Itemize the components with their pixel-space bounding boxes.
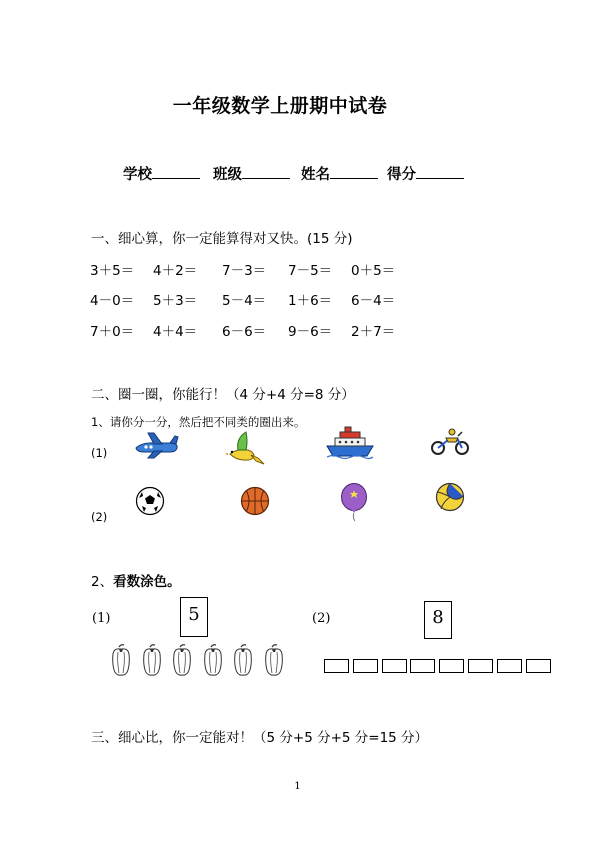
equation: 6－4＝ [351,293,396,309]
equation: 0＋5＝ [351,263,396,279]
pepper-icon[interactable] [110,643,132,677]
basketball-icon[interactable] [240,486,270,516]
equation: 1＋6＝ [288,293,333,309]
score-label: 得分 [387,167,416,183]
q2-text: 看数涂色。 [113,574,181,590]
q1-prompt: 1、请你分一分，然后把不同类的圈出来。 [91,415,306,429]
color-box[interactable] [324,659,349,673]
pepper-icon[interactable] [171,643,193,677]
equation: 4＋4＝ [153,324,198,340]
name-label: 姓名 [301,167,330,183]
equation: 2＋7＝ [351,324,396,340]
equation: 9－6＝ [288,324,333,340]
color-box[interactable] [410,659,435,673]
pepper-icon[interactable] [263,643,285,677]
score-blank[interactable] [416,164,464,179]
color-box[interactable] [497,659,522,673]
color-box[interactable] [468,659,493,673]
equation: 5－4＝ [222,293,267,309]
color-box[interactable] [439,659,464,673]
motorcycle-icon[interactable] [430,426,470,456]
section3-heading: 三、细心比，你一定能对！（5 分+5 分+5 分=15 分） [91,730,429,746]
school-blank[interactable] [152,164,200,179]
ship-icon[interactable] [325,424,375,460]
equation: 7－5＝ [288,263,333,279]
number-box-8: 8 [424,601,452,639]
color-box[interactable] [382,659,407,673]
pepper-icon[interactable] [232,643,254,677]
equation: 5＋3＝ [153,293,198,309]
info-score [387,163,464,184]
q1-row2-label: (2) [91,510,108,524]
info-class [213,163,290,184]
equation: 7－3＝ [222,263,267,279]
soccer-ball-icon[interactable] [135,486,165,516]
color-box[interactable] [353,659,378,673]
equation: 3＋5＝ [90,263,135,279]
page-number: 1 [294,781,301,792]
color-box[interactable] [526,659,551,673]
equation: 4－0＝ [90,293,135,309]
name-blank[interactable] [330,164,378,179]
volleyball-icon[interactable] [435,482,465,512]
page-title: 一年级数学上册期中试卷 [172,95,388,117]
q2-part1-label: (1) [92,611,111,626]
section2-heading: 二、圈一圈，你能行！（4 分+4 分=8 分） [91,387,355,403]
pepper-icon[interactable] [141,643,163,677]
q2-part2-label: (2) [312,611,331,626]
class-label: 班级 [213,167,242,183]
class-blank[interactable] [242,164,290,179]
section1-heading: 一、细心算，你一定能算得对又快。(15 分) [91,231,353,247]
school-label: 学校 [123,167,152,183]
equation: 6－6＝ [222,324,267,340]
pepper-icon[interactable] [202,643,224,677]
bird-icon[interactable] [224,430,268,466]
number-box-5: 5 [180,597,208,637]
balloon-icon[interactable] [339,482,369,522]
equation: 7＋0＝ [90,324,135,340]
airplane-icon[interactable] [132,430,180,460]
q1-row1-label: (1) [91,446,108,460]
info-school [123,163,200,184]
q2-prompt [91,570,181,590]
info-name [301,163,378,184]
equation: 4＋2＝ [153,263,198,279]
q2-prefix: 2、 [91,574,114,590]
